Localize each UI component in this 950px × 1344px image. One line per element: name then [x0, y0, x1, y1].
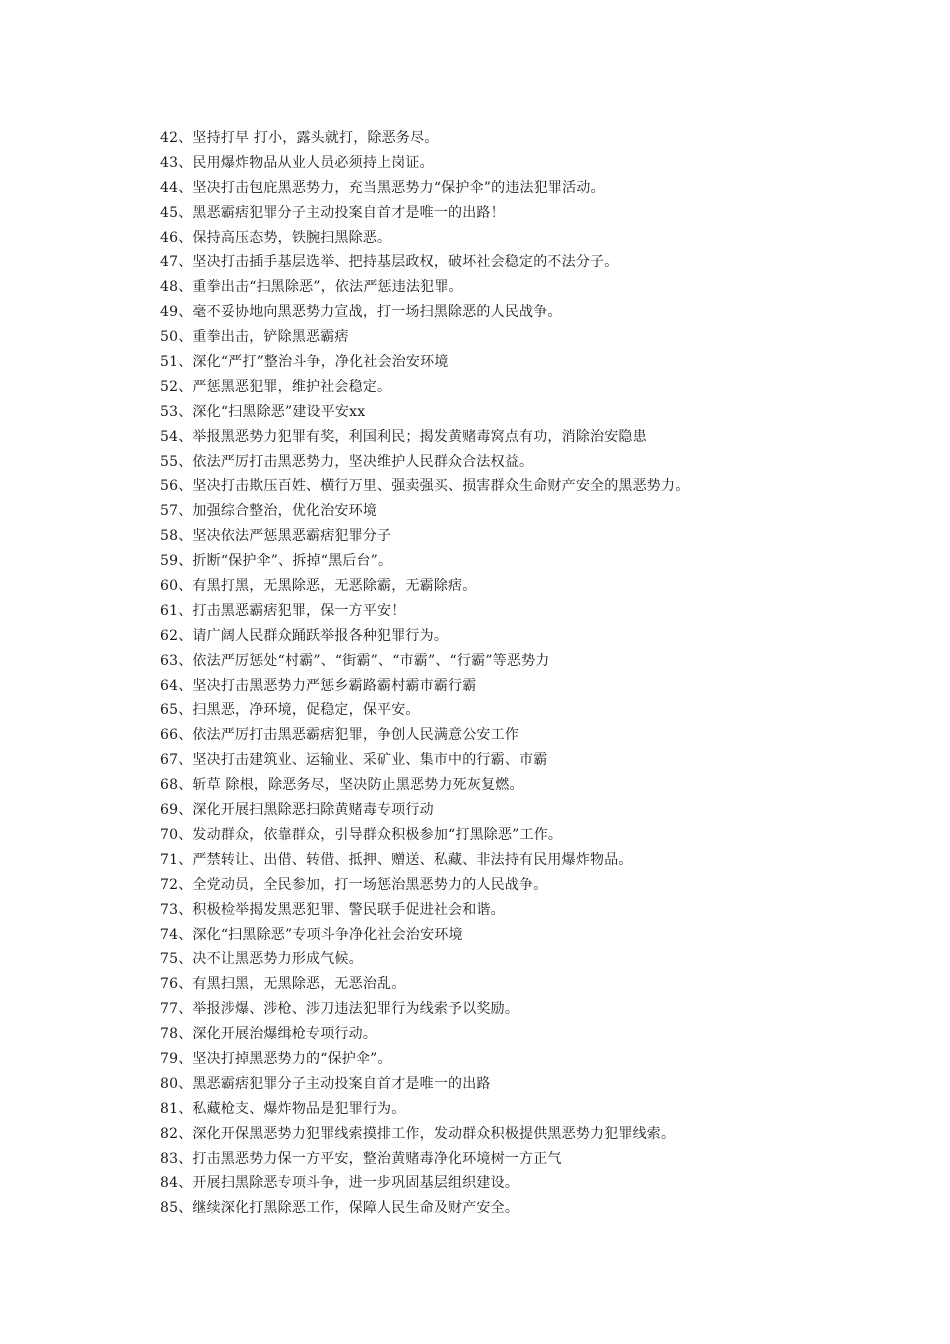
list-item: 58、坚决依法严惩黑恶霸痞犯罪分子	[160, 528, 392, 545]
list-item: 47、坚决打击插手基层选举、把持基层政权，破坏社会稳定的不法分子。	[160, 254, 619, 271]
list-item: 79、坚决打掉黑恶势力的“保护伞”。	[160, 1050, 392, 1067]
list-item: 75、决不让黑恶势力形成气候。	[160, 951, 363, 968]
list-item: 63、依法严厉惩处“村霸”、“街霸”、“市霸”、“行霸”等恶势力	[160, 652, 550, 669]
list-item: 72、全党动员，全民参加，打一场惩治黑恶势力的人民战争。	[160, 876, 548, 893]
list-item: 70、发动群众，依靠群众，引导群众积极参加“打黑除恶”工作。	[160, 826, 563, 843]
list-item: 53、深化“扫黑除恶”建设平安xx	[160, 403, 366, 420]
list-item: 83、打击黑恶势力保一方平安，整治黄赌毒净化环境树一方正气	[160, 1150, 562, 1167]
list-item: 73、积极检举揭发黑恶犯罪、警民联手促进社会和谐。	[160, 901, 505, 918]
list-item: 81、私藏枪支、爆炸物品是犯罪行为。	[160, 1100, 406, 1117]
list-item: 66、依法严厉打击黑恶霸痞犯罪，争创人民满意公安工作	[160, 727, 520, 744]
list-item: 67、坚决打击建筑业、运输业、采矿业、集市中的行霸、市霸	[160, 752, 548, 769]
list-item: 43、民用爆炸物品从业人员必须持上岗证。	[160, 154, 434, 171]
list-item: 85、继续深化打黑除恶工作，保障人民生命及财产安全。	[160, 1200, 520, 1217]
list-item: 46、保持高压态势，铁腕扫黑除恶。	[160, 229, 392, 246]
list-item: 42、坚持打早 打小，露头就打，除恶务尽。	[160, 130, 439, 146]
list-item: 78、深化开展治爆缉枪专项行动。	[160, 1026, 378, 1043]
list-item: 48、重拳出击“扫黑除恶”，依法严惩违法犯罪。	[160, 279, 463, 296]
list-item: 54、举报黑恶势力犯罪有奖，利国利民；揭发黄赌毒窝点有功，消除治安隐患	[160, 428, 647, 445]
list-item: 68、斩草 除根，除恶务尽，坚决防止黑恶势力死灰复燃。	[160, 777, 524, 794]
list-item: 51、深化“严打”整治斗争，净化社会治安环境	[160, 354, 449, 371]
list-item: 59、折断“保护伞”、拆掉“黑后台”。	[160, 553, 393, 570]
list-item: 44、坚决打击包庇黑恶势力，充当黑恶势力“保护伞”的违法犯罪活动。	[160, 179, 605, 196]
list-item: 56、坚决打击欺压百姓、横行万里、强卖强买、损害群众生命财产安全的黑恶势力。	[160, 478, 690, 495]
list-item: 60、有黑打黑，无黑除恶，无恶除霸，无霸除痞。	[160, 578, 477, 595]
list-item: 64、坚决打击黑恶势力严惩乡霸路霸村霸市霸行霸	[160, 677, 477, 694]
list-item: 49、毫不妥协地向黑恶势力宣战，打一场扫黑除恶的人民战争。	[160, 304, 562, 321]
list-item: 45、黑恶霸痞犯罪分子主动投案自首才是唯一的出路！	[160, 204, 505, 221]
list-item: 65、扫黑恶，净环境，促稳定，保平安。	[160, 702, 420, 719]
list-item: 50、重拳出击，铲除黑恶霸痞	[160, 329, 349, 346]
list-item: 77、举报涉爆、涉枪、涉刀违法犯罪行为线索予以奖励。	[160, 1001, 520, 1018]
list-item: 69、深化开展扫黑除恶扫除黄赌毒专项行动	[160, 802, 434, 819]
list-item: 62、请广阔人民群众踊跃举报各种犯罪行为。	[160, 627, 449, 644]
list-item: 57、加强综合整治，优化治安环境	[160, 503, 378, 520]
list-item: 74、深化“扫黑除恶”专项斗争净化社会治安环境	[160, 926, 463, 943]
list-item: 84、开展扫黑除恶专项斗争，进一步巩固基层组织建设。	[160, 1175, 520, 1192]
list-item: 71、严禁转让、出借、转借、抵押、赠送、私藏、非法持有民用爆炸物品。	[160, 851, 633, 868]
list-item: 76、有黑扫黑，无黑除恶，无恶治乱。	[160, 976, 406, 993]
list-item: 52、严惩黑恶犯罪，维护社会稳定。	[160, 378, 392, 395]
list-item: 82、深化开保黑恶势力犯罪线索摸排工作，发动群众积极提供黑恶势力犯罪线索。	[160, 1125, 676, 1142]
slogan-list	[160, 126, 920, 1221]
list-item: 55、依法严厉打击黑恶势力，坚决维护人民群众合法权益。	[160, 453, 534, 470]
list-item: 61、打击黑恶霸痞犯罪，保一方平安！	[160, 602, 406, 619]
list-item: 80、黑恶霸痞犯罪分子主动投案自首才是唯一的出路	[160, 1075, 491, 1092]
